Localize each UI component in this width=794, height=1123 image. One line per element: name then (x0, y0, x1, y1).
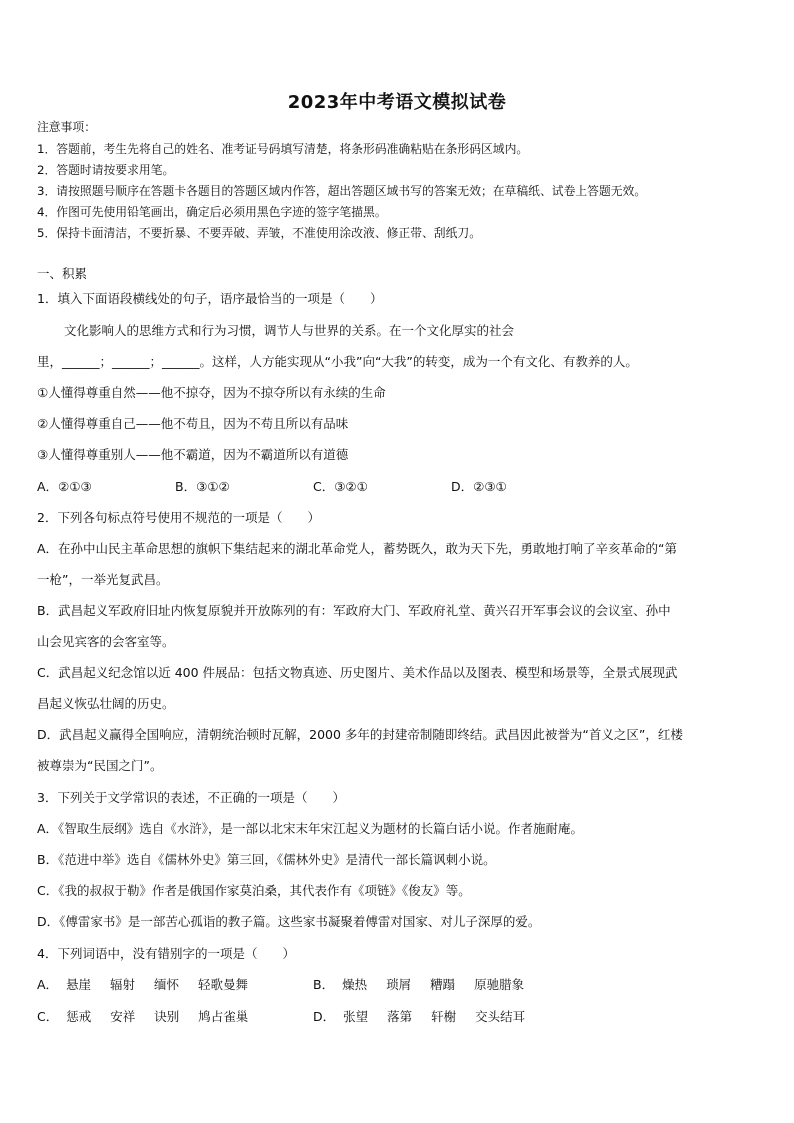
question-2-line: 山会见宾客的会客室等。 (37, 634, 175, 649)
option-word: 辐射 (110, 977, 136, 992)
question-2-line: D．武昌起义赢得全国响应，清朝统治顿时瓦解，2000 多年的封建帝制随即终结。武昌因此被誉为“首义之区”，红楼 (37, 727, 683, 742)
question-1-option-b: B．③①② (175, 479, 230, 494)
question-1-passage: 文化影响人的思维方式和行为习惯，调节人与世界的关系。在一个文化厚实的社会 (64, 323, 515, 338)
question-4-option-c (37, 1009, 248, 1025)
question-2-line: C．武昌起义纪念馆以近 400 件展品：包括文物真迹、历史图片、美术作品以及图表、模型和场景等，全景式展现武 (37, 665, 678, 680)
question-2-line: A．在孙中山民主革命思想的旗帜下集结起来的湖北革命党人，蓄势既久，敢为天下先，勇敢地打响了辛亥革命的“第 (37, 541, 678, 556)
option-letter: C． (37, 1009, 59, 1024)
exam-title: 2023年中考语文模拟试卷 (287, 92, 507, 113)
question-4-option-a (37, 977, 248, 993)
question-4-stem: 4．下列词语中，没有错别字的一项是（ ） (37, 946, 295, 961)
option-word: 燥热 (342, 977, 368, 992)
question-3-option: D．《傅雷家书》是一部苦心孤诣的教子篇。这些家书凝聚着傅雷对国家、对儿子深厚的爱。 (37, 914, 541, 929)
question-1-option-a: A．②①③ (37, 479, 92, 494)
question-1-option-c: C．③②① (313, 479, 368, 494)
question-3-stem: 3．下列关于文学常识的表述，不正确的一项是（ ） (37, 790, 345, 805)
notice-item: 1．答题前，考生先将自己的姓名、准考证号码填写清楚，将条形码准确粘贴在条形码区域内。 (37, 142, 529, 156)
question-2-stem: 2．下列各句标点符号使用不规范的一项是（ ） (37, 510, 320, 525)
question-3-option: A．《智取生辰纲》选自《水浒》，是一部以北宋末年宋江起义为题材的长篇白话小说。作者施耐庵。 (37, 821, 584, 836)
question-2-line: 被尊崇为“民国之门”。 (37, 758, 163, 773)
section-heading: 一、积累 (37, 266, 88, 281)
question-1-option-d: D．②③① (451, 479, 507, 494)
option-word: 落第 (387, 1009, 413, 1024)
option-letter: D． (313, 1009, 336, 1024)
option-word: 缅怀 (154, 977, 180, 992)
notice-heading: 注意事项： (37, 120, 96, 134)
notice-item: 3．请按照题号顺序在答题卡各题目的答题区域内作答，超出答题区域书写的答案无效；在草稿纸、试卷上答题无效。 (37, 184, 647, 198)
question-1-item: ③人懂得尊重别人——他不霸道，因为不霸道所以有道德 (37, 447, 349, 462)
question-2-line: 一枪”，一举光复武昌。 (37, 572, 169, 587)
option-word: 惩戒 (66, 1009, 92, 1024)
question-3-option: B．《范进中举》选自《儒林外史》第三回，《儒林外史》是清代一部长篇讽刺小说。 (37, 852, 496, 867)
question-3-option: C．《我的叔叔于勒》作者是俄国作家莫泊桑，其代表作有《项链》《俊友》等。 (37, 883, 471, 898)
question-4-option-d (313, 1009, 525, 1025)
option-word: 糟蹋 (430, 977, 456, 992)
question-2-line: B．武昌起义军政府旧址内恢复原貌并开放陈列的有：军政府大门、军政府礼堂、黄兴召开军事会议的会议室、孙中 (37, 603, 671, 618)
option-word: 安祥 (110, 1009, 136, 1024)
option-word: 张望 (343, 1009, 369, 1024)
question-4-option-b (313, 977, 524, 993)
question-1-stem: 1．填入下面语段横线处的句子，语序最恰当的一项是（ ） (37, 291, 383, 306)
question-2-line: 昌起义恢弘壮阔的历史。 (37, 696, 175, 711)
option-letter: B． (313, 977, 335, 992)
option-word: 交头结耳 (475, 1009, 526, 1024)
option-word: 轻歌曼舞 (198, 977, 249, 992)
question-1-item: ②人懂得尊重自己——他不苟且，因为不苟且所以有品味 (37, 416, 349, 431)
option-word: 诀别 (154, 1009, 180, 1024)
notice-item: 4．作图可先使用铅笔画出，确定后必须用黑色字迹的签字笔描黑。 (37, 205, 387, 219)
notice-item: 5．保持卡面清洁，不要折暴、不要弄破、弄皱，不准使用涂改液、修正带、刮纸刀。 (37, 226, 481, 240)
question-1-passage: 里，______；______；______。这样，人方能实现从“小我”向“大我”的转变，成为一个有文化、有教养的人。 (37, 354, 638, 369)
option-word: 悬崖 (66, 977, 92, 992)
option-word: 琐屑 (386, 977, 412, 992)
option-word: 原驰腊象 (474, 977, 525, 992)
option-word: 轩榭 (431, 1009, 457, 1024)
question-1-item: ①人懂得尊重自然——他不掠夺，因为不掠夺所以有永续的生命 (37, 385, 386, 400)
notice-item: 2．答题时请按要求用笔。 (37, 163, 175, 177)
option-word: 鸠占雀巢 (198, 1009, 249, 1024)
option-letter: A． (37, 977, 59, 992)
